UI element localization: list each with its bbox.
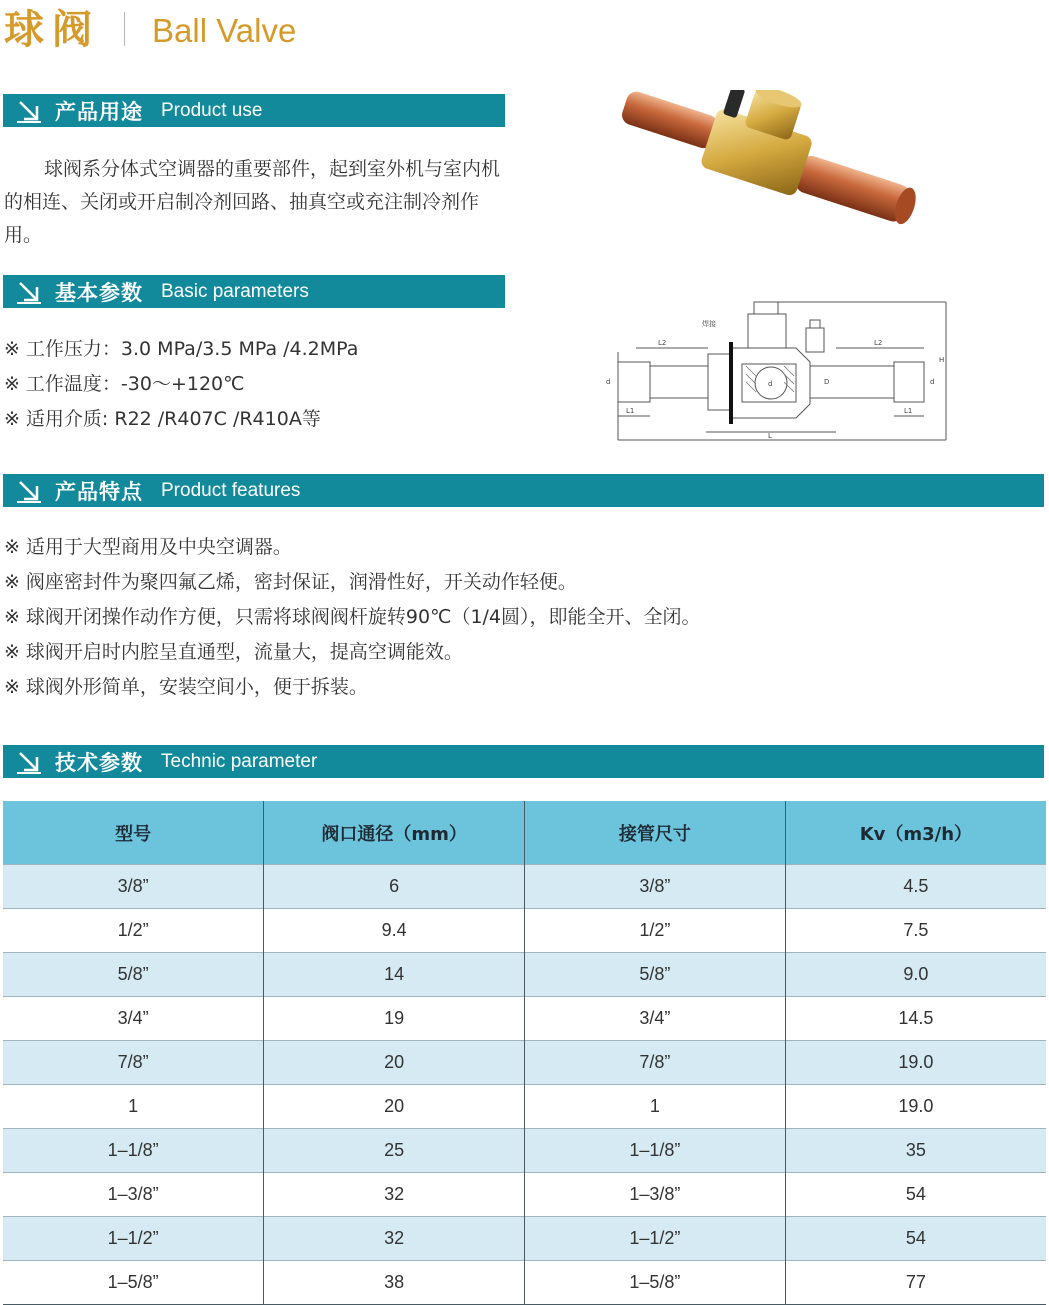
cell-bore: 32	[264, 1217, 525, 1261]
cell-bore: 20	[264, 1041, 525, 1085]
diagram-label-l2-right: L2	[874, 339, 883, 347]
page-title-en: Ball Valve	[152, 12, 297, 49]
diagram-label-d-right: d	[930, 378, 935, 386]
section-title-cn: 基本参数	[55, 280, 143, 305]
arrow-down-right-icon	[15, 478, 43, 504]
table-row	[3, 1217, 1046, 1261]
diagram-label-l1-left: L1	[626, 407, 635, 415]
ball-valve-photo	[610, 90, 920, 260]
section-title-en: Product features	[161, 479, 301, 501]
column-header-pipe-size: 接管尺寸	[525, 801, 786, 865]
cell-pipe-size: 1	[525, 1085, 786, 1129]
cell-pipe-size: 7/8”	[525, 1041, 786, 1085]
list-item: ※ 工作压力：3.0 MPa/3.5 MPa /4.2MPa	[4, 338, 359, 360]
section-title-cn: 产品用途	[55, 99, 143, 124]
table-row	[3, 1129, 1046, 1173]
cell-model: 3/8”	[3, 865, 264, 909]
cell-kv: 19.0	[785, 1085, 1046, 1129]
section-title-cn: 技术参数	[55, 750, 143, 775]
section-title-en: Product use	[161, 99, 263, 121]
cell-kv: 14.5	[785, 997, 1046, 1041]
cell-model: 5/8”	[3, 953, 264, 997]
list-item: ※ 适用介质: R22 /R407C /R410A等	[4, 408, 321, 430]
cell-bore: 20	[264, 1085, 525, 1129]
cell-kv: 9.0	[785, 953, 1046, 997]
diagram-label-d-ball: d	[768, 380, 773, 388]
cell-bore: 6	[264, 865, 525, 909]
cell-model: 3/4”	[3, 997, 264, 1041]
arrow-down-right-icon	[15, 279, 43, 305]
cell-pipe-size: 3/4”	[525, 997, 786, 1041]
table-row	[3, 953, 1046, 997]
cell-kv: 4.5	[785, 865, 1046, 909]
cell-model: 1–3/8”	[3, 1173, 264, 1217]
cell-bore: 38	[264, 1261, 525, 1305]
page-title-cn: 球阀	[4, 7, 100, 53]
diagram-label-d-left: d	[606, 378, 611, 386]
cell-kv: 54	[785, 1173, 1046, 1217]
table-body	[3, 865, 1046, 1305]
cell-kv: 19.0	[785, 1041, 1046, 1085]
list-item: ※ 球阀开闭操作动作方便，只需将球阀阀杆旋转90℃（1/4圆），即能全开、全闭。	[4, 606, 701, 628]
cell-bore: 32	[264, 1173, 525, 1217]
cell-bore: 14	[264, 953, 525, 997]
cell-bore: 9.4	[264, 909, 525, 953]
diagram-label-l: L	[768, 432, 772, 440]
list-item: ※ 球阀外形简单，安装空间小，便于拆装。	[4, 676, 368, 698]
section-title-en: Technic parameter	[161, 750, 318, 772]
cell-pipe-size: 1–5/8”	[525, 1261, 786, 1305]
service-port	[723, 90, 746, 118]
section-title-en: Basic parameters	[161, 280, 309, 302]
section-bar-basic-parameters	[3, 275, 505, 308]
cell-pipe-size: 1–3/8”	[525, 1173, 786, 1217]
copper-pipe-right	[792, 153, 913, 225]
cell-kv: 35	[785, 1129, 1046, 1173]
spec-table-wrapper	[3, 801, 1046, 1305]
cell-pipe-size: 1/2”	[525, 909, 786, 953]
section-bar-product-use	[3, 94, 505, 127]
table-row	[3, 865, 1046, 909]
cell-model: 1–5/8”	[3, 1261, 264, 1305]
table-header-row	[3, 801, 1046, 865]
table-row	[3, 909, 1046, 953]
table-row	[3, 1041, 1046, 1085]
cell-pipe-size: 3/8”	[525, 865, 786, 909]
arrow-down-right-icon	[15, 749, 43, 775]
column-header-bore: 阀口通径（mm）	[264, 801, 525, 865]
column-header-model: 型号	[3, 801, 264, 865]
cell-pipe-size: 1–1/2”	[525, 1217, 786, 1261]
cell-bore: 25	[264, 1129, 525, 1173]
cell-kv: 7.5	[785, 909, 1046, 953]
list-item: ※ 球阀开启时内腔呈直通型，流量大，提高空调能效。	[4, 641, 463, 663]
spec-table	[3, 801, 1046, 1305]
product-use-text: 球阀系分体式空调器的重要部件，起到室外机与室内机的相连、关闭或开启制冷剂回路、抽真空或充注制冷剂作用。	[4, 158, 501, 246]
cell-kv: 77	[785, 1261, 1046, 1305]
cell-model: 1	[3, 1085, 264, 1129]
list-item: ※ 阀座密封件为聚四氟乙烯，密封保证，润滑性好，开关动作轻便。	[4, 571, 577, 593]
list-item: ※ 适用于大型商用及中央空调器。	[4, 536, 292, 558]
section-title-cn: 产品特点	[55, 479, 143, 504]
features-list	[4, 530, 701, 705]
section-bar-product-features	[3, 474, 1044, 507]
diagram-label-l2-left: L2	[658, 339, 667, 347]
list-item: ※ 工作温度：-30～+120℃	[4, 373, 245, 395]
cell-pipe-size: 1–1/8”	[525, 1129, 786, 1173]
valve-technical-drawing	[596, 292, 954, 444]
table-row	[3, 1173, 1046, 1217]
cell-kv: 54	[785, 1217, 1046, 1261]
diagram-label-od: D	[824, 378, 830, 386]
table-row	[3, 1261, 1046, 1305]
cell-model: 1–1/8”	[3, 1129, 264, 1173]
diagram-label-l1-right: L1	[904, 407, 913, 415]
cell-model: 7/8”	[3, 1041, 264, 1085]
title-divider	[124, 12, 125, 46]
column-header-kv: Kv（m3/h）	[785, 801, 1046, 865]
table-row	[3, 1085, 1046, 1129]
basic-parameters-list	[4, 332, 358, 437]
copper-pipe-left	[619, 90, 720, 151]
diagram-label-h: H	[939, 356, 945, 364]
cell-model: 1–1/2”	[3, 1217, 264, 1261]
diagram-label-weld: 焊接	[702, 320, 716, 328]
cell-model: 1/2”	[3, 909, 264, 953]
table-row	[3, 997, 1046, 1041]
section-bar-technic-parameter	[3, 745, 1044, 778]
arrow-down-right-icon	[15, 98, 43, 124]
cell-pipe-size: 5/8”	[525, 953, 786, 997]
cell-bore: 19	[264, 997, 525, 1041]
